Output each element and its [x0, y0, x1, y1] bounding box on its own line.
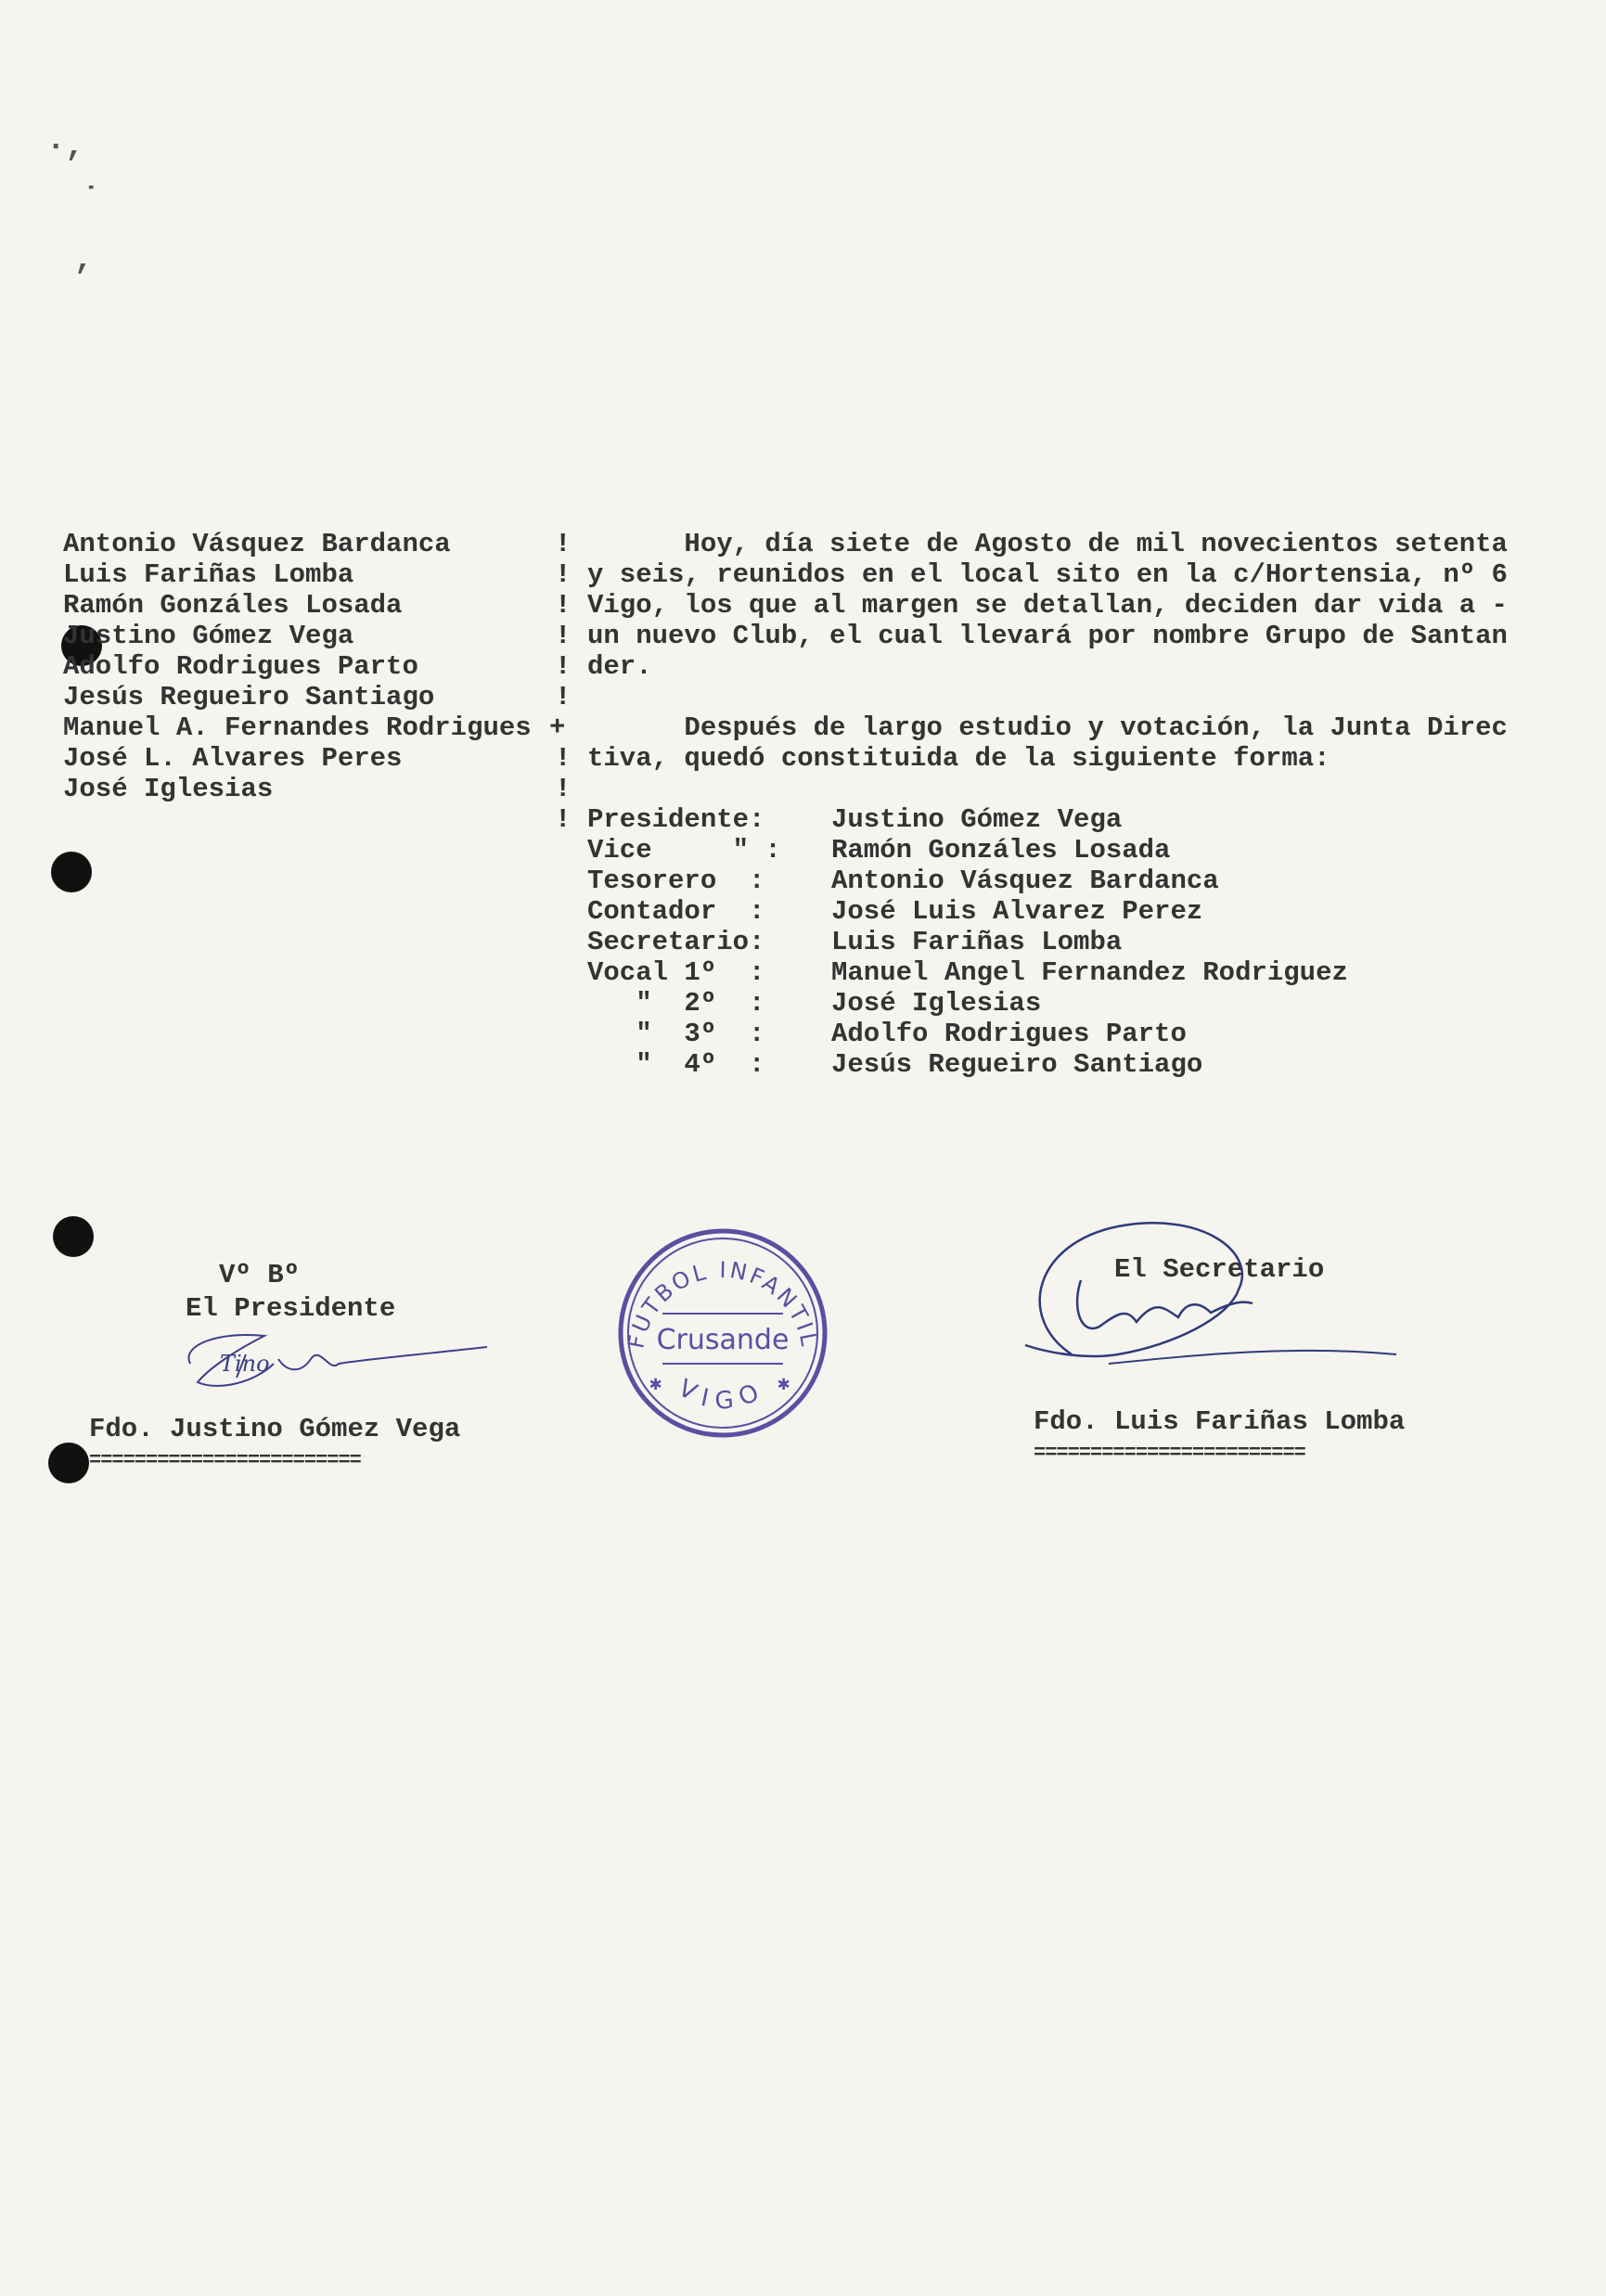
secretary-signature [1016, 1215, 1406, 1401]
body-line: Después de largo estudio y votación, la Junta Direc [587, 712, 1508, 743]
board-role: Tesorero : [587, 866, 765, 896]
board-name: Justino Gómez Vega [831, 804, 1123, 835]
stamp-middle-text: Crusande [656, 1324, 790, 1356]
board-role: " 4º : [587, 1049, 765, 1080]
board-name: José Iglesias [831, 988, 1042, 1019]
president-fdo: Fdo. Justino Gómez Vega [89, 1414, 461, 1444]
secretary-underline: ======================== [1034, 1442, 1305, 1465]
secretary-fdo: Fdo. Luis Fariñas Lomba [1034, 1406, 1406, 1437]
punch-hole-3 [53, 1216, 94, 1257]
stamp-bottom-text: VIGO [673, 1374, 773, 1417]
board-name: Manuel Angel Fernandez Rodriguez [831, 957, 1348, 988]
board-role: Contador : [587, 896, 765, 927]
board-name: Ramón Gonzáles Losada [831, 835, 1171, 866]
board-role: " 3º : [587, 1019, 765, 1049]
president-signature [181, 1327, 496, 1401]
svg-text:✱: ✱ [649, 1373, 662, 1396]
body-line: tiva, quedó constituida de la siguiente forma: [587, 743, 1330, 774]
body-line: Hoy, día siete de Agosto de mil novecientos setenta [587, 529, 1508, 559]
board-role: Vice " : [587, 835, 781, 866]
member-name: Ramón Gonzáles Losada [63, 590, 403, 621]
member-name: José L. Alvares Peres [63, 743, 403, 774]
president-underline: ======================== [89, 1449, 361, 1472]
vobo-label: Vº Bº [219, 1260, 301, 1290]
svg-text:Tino: Tino [220, 1351, 270, 1377]
board-name: José Luis Alvarez Perez [831, 896, 1203, 927]
body-line: Vigo, los que al margen se detallan, deciden dar vida a - [587, 590, 1508, 621]
board-role: Presidente: [587, 804, 765, 835]
svg-text:VIGO [674, 1375, 772, 1417]
board-name: Adolfo Rodrigues Parto [831, 1019, 1187, 1049]
member-name: Adolfo Rodrigues Parto [63, 651, 418, 682]
svg-text:✱: ✱ [777, 1373, 790, 1396]
board-name: Antonio Vásquez Bardanca [831, 866, 1219, 896]
document-page: ·, ˙ , Antonio Vásquez Bardanca Luis Fariñas Lomba Ramón Gonzáles Losada Justino Gómez Vega Adolfo Rodrigues Parto Jesús Regueiro Santiago Manuel A. Fernandes Rodrigues José L. Alvares Peres José Iglesias ! ! ! ! ! ! + ! ! ! Hoy, día siete de Agosto de mil novecientos setenta y seis, reunidos en el local sito en la c/Hortensia, nº 6 Vigo, los que al margen se detallan, deciden dar vida a - un nuevo Club, el cual llevará por nombre Grupo de Santan der. Después de largo estudio y votación, la Junta Direc tiva, quedó constituida de la siguiente forma: Presidente: Justino Gómez Vega Vice " : Ramón Gonzáles Losada Tesorero : Antonio Vásquez Bardanca Contador : José Luis Alvarez Perez Secretario: Luis Fariñas Lomba Vocal 1º : Manuel Angel Fernandez Rodriguez " 2º : José Iglesias " 3º : Adolfo Rodrigues Parto " 4º : Jesús Regueiro Santiago Vº Bº El Presidente Tino Fdo. Justino Gómez Vega ======================== FUTBOL INFANTIL Crusande VIGO ✱ ✱ El Secretario Fdo. Luis Fariñas Lomba ======================== [0, 0, 1606, 2296]
member-name: Luis Fariñas Lomba [63, 559, 354, 590]
stamp-top-text: FUTBOL INFANTIL [623, 1257, 823, 1351]
member-name: Manuel A. Fernandes Rodrigues [63, 712, 532, 743]
body-line: un nuevo Club, el cual llevará por nombre Grupo de Santan [587, 621, 1508, 651]
president-title: El Presidente [186, 1293, 396, 1324]
margin-mark: ·, [46, 130, 84, 165]
margin-mark: , [74, 243, 94, 278]
board-role: Vocal 1º : [587, 957, 765, 988]
board-name: Jesús Regueiro Santiago [831, 1049, 1203, 1080]
body-line: der. [587, 651, 652, 682]
board-name: Luis Fariñas Lomba [831, 927, 1123, 957]
member-name: Antonio Vásquez Bardanca [63, 529, 451, 559]
punch-hole-4 [48, 1443, 89, 1483]
secretary-title: El Secretario [1114, 1254, 1325, 1285]
club-stamp [614, 1225, 831, 1442]
punch-hole-2 [51, 852, 92, 892]
body-line: y seis, reunidos en el local sito en la c/Hortensia, nº 6 [587, 559, 1508, 590]
board-role: Secretario: [587, 927, 765, 957]
member-name: José Iglesias [63, 774, 274, 804]
member-name: Jesús Regueiro Santiago [63, 682, 435, 712]
margin-mark: ˙ [82, 184, 101, 219]
board-role: " 2º : [587, 988, 765, 1019]
member-name: Justino Gómez Vega [63, 621, 354, 651]
